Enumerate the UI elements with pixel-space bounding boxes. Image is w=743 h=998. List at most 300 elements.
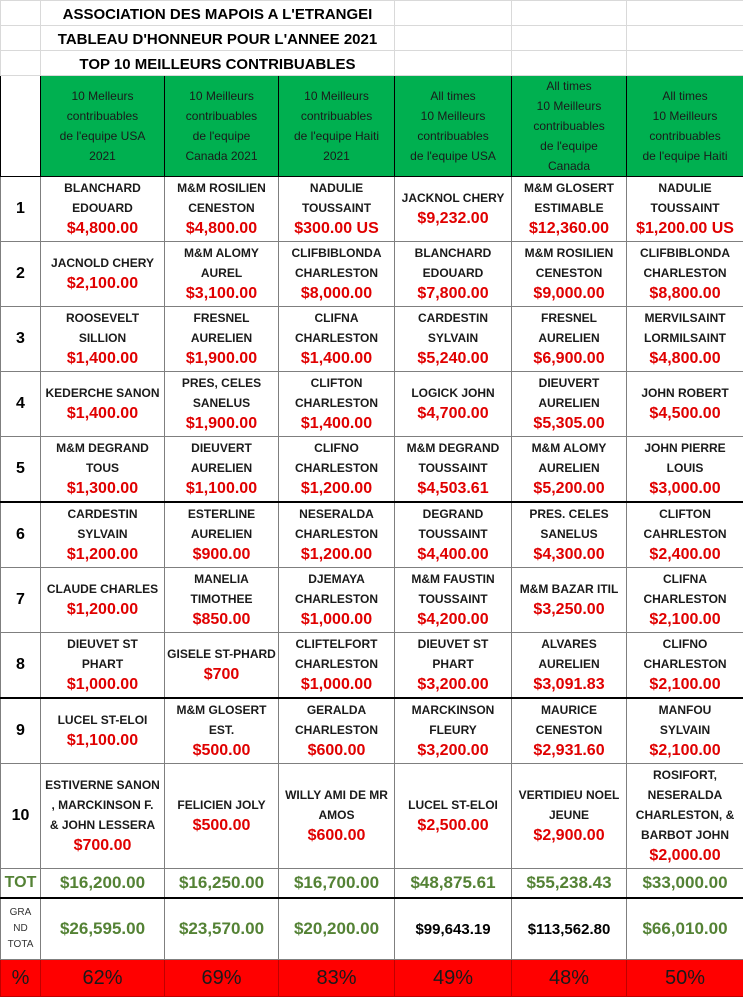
contributor-cell[interactable] xyxy=(41,307,165,372)
rank-number[interactable]: 3 xyxy=(1,307,41,372)
contributor-name: DEGRAND xyxy=(422,507,484,521)
contributor-cell[interactable] xyxy=(395,372,512,437)
contributor-name: PRES, CELES xyxy=(181,376,262,390)
contribution-amount: $3,250.00 xyxy=(533,601,605,618)
grand-total-label-line: ND xyxy=(13,923,28,934)
title-association[interactable]: ASSOCIATION DES MAPOIS A L'ETRANGEI xyxy=(41,1,395,26)
contribution-amount: $1,200.00 US xyxy=(636,220,734,237)
contribution-amount: $500.00 xyxy=(192,742,251,759)
contributor-cell[interactable] xyxy=(512,372,627,437)
blank-cell[interactable] xyxy=(395,1,512,26)
blank-cell[interactable] xyxy=(1,26,41,51)
contributor-cell[interactable] xyxy=(41,698,165,764)
contributor-name: CHARLESTON xyxy=(294,266,379,280)
blank-cell[interactable] xyxy=(1,51,41,76)
table-row xyxy=(1,437,743,503)
contributor-name: CENESTON xyxy=(188,201,255,215)
contribution-amount: $4,800.00 xyxy=(185,220,258,237)
contributor-cell[interactable] xyxy=(165,437,279,503)
title-honor-roll[interactable]: TABLEAU D'HONNEUR POUR L'ANNEE 2021 xyxy=(41,26,395,51)
blank-cell[interactable] xyxy=(1,1,41,26)
contributor-cell[interactable] xyxy=(279,372,395,437)
contributor-name: TIMOTHEE xyxy=(190,592,253,606)
table-row xyxy=(1,502,743,568)
contribution-amount: $4,800.00 xyxy=(66,220,139,237)
contributor-name: CHARLESTON xyxy=(643,657,727,671)
contributor-name: ROSIFORT, xyxy=(653,768,718,782)
contributor-cell[interactable] xyxy=(395,502,512,568)
contribution-amount: $7,800.00 xyxy=(417,285,489,302)
column-header-5[interactable] xyxy=(512,76,627,177)
contributor-cell[interactable] xyxy=(165,372,279,437)
contributor-name: PRES. CELES xyxy=(529,507,609,521)
contribution-amount: $1,400.00 xyxy=(300,350,373,367)
contributor-name: MARCKINSON xyxy=(411,703,495,717)
contributor-name: JOHN ROBERT xyxy=(641,386,729,400)
rank-number[interactable]: 9 xyxy=(1,698,41,764)
contribution-amount: $1,400.00 xyxy=(300,415,373,432)
contribution-amount: $2,931.60 xyxy=(533,742,605,759)
contribution-amount: $1,400.00 xyxy=(66,350,139,367)
rank-number[interactable]: 8 xyxy=(1,633,41,699)
contributor-name: TOUSSAINT xyxy=(418,527,488,541)
column-header-line: de l'equipe Haiti xyxy=(642,149,728,163)
rank-number[interactable]: 4 xyxy=(1,372,41,437)
contributor-cell[interactable] xyxy=(41,177,165,242)
contribution-amount: $1,000.00 xyxy=(300,611,373,628)
grand-total-value[interactable]: $66,010.00 xyxy=(627,898,743,960)
contributor-cell[interactable] xyxy=(627,764,743,869)
contribution-amount: $1,000.00 xyxy=(300,676,373,693)
contribution-amount: $700 xyxy=(203,666,240,683)
table-row xyxy=(1,764,743,869)
contributor-name: DIEUVET ST xyxy=(417,637,489,651)
column-header-line: 10 Meilleurs xyxy=(189,89,254,103)
contributor-cell[interactable] xyxy=(395,307,512,372)
total-value[interactable]: $55,238.43 xyxy=(512,869,627,899)
contribution-amount: $9,232.00 xyxy=(417,210,489,227)
contributor-name: M&M ROSILIEN xyxy=(524,246,614,260)
contributor-name: CHARLESTON xyxy=(294,396,379,410)
rank-number[interactable]: 5 xyxy=(1,437,41,503)
contributor-name: SYLVAIN xyxy=(427,331,479,345)
table-row xyxy=(1,633,743,699)
contributor-name: JACNOLD CHERY xyxy=(51,256,154,270)
contributor-cell[interactable] xyxy=(165,698,279,764)
percentage-value[interactable]: 62% xyxy=(41,960,165,997)
contributor-cell[interactable] xyxy=(41,372,165,437)
contributor-name: DIEUVERT xyxy=(191,441,252,455)
contributor-name: AURELIEN xyxy=(190,461,253,475)
contributor-name: PHART xyxy=(432,657,474,671)
contribution-amount: $4,700.00 xyxy=(417,405,489,422)
contributor-name: CHARLESTON xyxy=(294,331,379,345)
column-header-4[interactable] xyxy=(395,76,512,177)
contributor-cell[interactable] xyxy=(512,502,627,568)
contributor-name: LOGICK JOHN xyxy=(411,386,495,400)
contributor-name: NADULIE xyxy=(658,181,712,195)
contributor-name: LUCEL ST-ELOI xyxy=(57,713,148,727)
contributor-cell[interactable] xyxy=(395,177,512,242)
percentage-row xyxy=(1,960,743,997)
column-header-3[interactable] xyxy=(279,76,395,177)
contribution-amount: $2,100.00 xyxy=(66,275,139,292)
contribution-amount: $4,400.00 xyxy=(417,546,489,563)
total-value[interactable]: $48,875.61 xyxy=(395,869,512,899)
percentage-value[interactable]: 49% xyxy=(395,960,512,997)
contribution-amount: $1,200.00 xyxy=(300,480,373,497)
column-header-line: de l'equipe USA xyxy=(410,149,496,163)
column-header-6[interactable] xyxy=(627,76,743,177)
contributor-cell[interactable] xyxy=(279,242,395,307)
contribution-amount: $2,000.00 xyxy=(649,847,721,864)
contributor-name: CHARLESTON xyxy=(643,266,727,280)
blank-cell[interactable] xyxy=(627,26,743,51)
contributor-cell[interactable] xyxy=(279,698,395,764)
contributor-name: CHARLESTON xyxy=(294,592,379,606)
contributor-name: CLIFTON xyxy=(659,507,711,521)
contributor-name: CLIFNO xyxy=(662,637,708,651)
contributor-name: M&M DEGRAND xyxy=(56,441,149,455)
column-header-line: All times xyxy=(430,89,476,103)
grand-total-value[interactable]: $23,570.00 xyxy=(165,898,279,960)
grand-total-value[interactable]: $20,200.00 xyxy=(279,898,395,960)
contributor-name: SYLVAIN xyxy=(77,527,128,541)
contributor-name: EDOUARD xyxy=(72,201,133,215)
contributor-name: BLANCHARD xyxy=(414,246,492,260)
contributor-cell[interactable] xyxy=(41,437,165,503)
column-header-line: Canada xyxy=(547,159,591,173)
contribution-amount: $700.00 xyxy=(73,837,132,854)
contributor-name: MAURICE xyxy=(541,703,598,717)
contributor-name: AMOS xyxy=(318,808,355,822)
column-header-line: 2021 xyxy=(89,149,116,163)
contributor-cell[interactable] xyxy=(279,502,395,568)
contributor-name: FLEURY xyxy=(429,723,477,737)
column-header-line: 10 Meilleurs xyxy=(304,89,369,103)
contributor-name: JEUNE xyxy=(549,808,590,822)
contributor-name: ESTIVERNE SANON xyxy=(45,778,160,792)
contributor-cell[interactable] xyxy=(395,633,512,699)
contributor-cell[interactable] xyxy=(395,764,512,869)
rank-number[interactable]: 1 xyxy=(1,177,41,242)
contributor-cell[interactable] xyxy=(512,698,627,764)
rank-number[interactable]: 6 xyxy=(1,502,41,568)
contribution-amount: $5,240.00 xyxy=(417,350,489,367)
contribution-amount: $3,200.00 xyxy=(417,676,489,693)
contributor-cell[interactable] xyxy=(279,307,395,372)
contribution-amount: $2,100.00 xyxy=(649,742,721,759)
contribution-amount: $4,300.00 xyxy=(533,546,605,563)
contribution-amount: $2,500.00 xyxy=(417,817,489,834)
contributor-cell[interactable] xyxy=(627,568,743,633)
contribution-amount: $5,305.00 xyxy=(533,415,605,432)
table-row xyxy=(1,372,743,437)
contribution-amount: $3,200.00 xyxy=(417,742,489,759)
total-value[interactable]: $16,250.00 xyxy=(165,869,279,899)
blank-cell[interactable] xyxy=(512,51,627,76)
blank-cell[interactable] xyxy=(512,1,627,26)
rank-number[interactable]: 10 xyxy=(1,764,41,869)
contributor-cell[interactable] xyxy=(165,568,279,633)
column-header-line: All times xyxy=(662,89,708,103)
contribution-amount: $8,000.00 xyxy=(300,285,373,302)
contributor-cell[interactable] xyxy=(512,242,627,307)
contributor-cell[interactable] xyxy=(512,568,627,633)
contributor-name: M&M GLOSERT xyxy=(524,181,615,195)
contributor-cell[interactable] xyxy=(165,502,279,568)
column-header-line: de l'equipe xyxy=(192,129,251,143)
contributor-cell[interactable] xyxy=(279,437,395,503)
contributor-cell[interactable] xyxy=(512,633,627,699)
contributor-name: M&M FAUSTIN xyxy=(411,572,495,586)
contributor-name: SANELUS xyxy=(192,396,251,410)
contribution-amount: $1,100.00 xyxy=(66,732,139,749)
column-header-line: contribuables xyxy=(185,109,258,123)
contribution-amount: $2,100.00 xyxy=(649,676,721,693)
grand-total-value[interactable]: $26,595.00 xyxy=(41,898,165,960)
contributor-name: CARDESTIN xyxy=(67,507,138,521)
percentage-label[interactable]: % xyxy=(1,960,41,997)
total-value[interactable]: $16,200.00 xyxy=(41,869,165,899)
contributor-name: CHARLESTON, & xyxy=(635,808,735,822)
contributor-name: TOUS xyxy=(85,461,120,475)
contribution-amount: $600.00 xyxy=(307,827,366,844)
contribution-amount: $300.00 US xyxy=(294,220,379,237)
contributor-cell[interactable] xyxy=(165,307,279,372)
column-header-line: 10 Meilleurs xyxy=(652,109,718,123)
contributor-cell[interactable] xyxy=(41,568,165,633)
column-header-line: contribuables xyxy=(300,109,373,123)
contribution-amount: $4,503.61 xyxy=(417,480,489,497)
contributor-cell[interactable] xyxy=(165,177,279,242)
table-row xyxy=(1,177,743,242)
contributor-cell[interactable] xyxy=(165,242,279,307)
contribution-amount: $4,800.00 xyxy=(649,350,721,367)
contribution-amount: $4,500.00 xyxy=(649,405,721,422)
contributor-name: SANELUS xyxy=(540,527,598,541)
grand-total-label-line: GRA xyxy=(9,907,32,918)
contributor-cell[interactable] xyxy=(395,242,512,307)
contributor-cell[interactable] xyxy=(627,437,743,503)
contribution-amount: $3,100.00 xyxy=(185,285,258,302)
contributor-name: TOUSSAINT xyxy=(418,461,488,475)
contribution-amount: $3,091.83 xyxy=(533,676,605,693)
contributor-name: M&M DEGRAND xyxy=(406,441,500,455)
contributor-name: DJEMAYA xyxy=(308,572,365,586)
contributor-cell[interactable] xyxy=(512,437,627,503)
contributor-name: FELICIEN JOLY xyxy=(177,798,266,812)
contributor-name: M&M GLOSERT xyxy=(176,703,267,717)
contributor-name: CARDESTIN xyxy=(418,311,489,325)
contributor-cell[interactable] xyxy=(279,764,395,869)
total-value[interactable]: $16,700.00 xyxy=(279,869,395,899)
contributor-cell[interactable] xyxy=(512,307,627,372)
contributor-name: M&M ALOMY xyxy=(184,246,259,260)
header-corner-cell[interactable] xyxy=(1,76,41,177)
contributor-cell[interactable] xyxy=(627,242,743,307)
contributor-name: NESERALDA xyxy=(299,507,374,521)
contribution-amount: $3,000.00 xyxy=(649,480,721,497)
contributor-name: AURELIEN xyxy=(538,461,600,475)
contributor-name: JOHN PIERRE xyxy=(644,441,726,455)
contributor-name: ESTIMABLE xyxy=(534,201,604,215)
contributor-name: GERALDA xyxy=(306,703,367,717)
contributor-cell[interactable] xyxy=(627,307,743,372)
contributor-name: BLANCHARD xyxy=(64,181,141,195)
contributor-name: CHARLESTON xyxy=(294,527,379,541)
contribution-amount: $1,900.00 xyxy=(185,350,258,367)
column-header-line: contribuables xyxy=(417,129,489,143)
column-header-line: de l'equipe Haiti xyxy=(294,129,380,143)
contribution-amount: $2,400.00 xyxy=(649,546,721,563)
contribution-amount: $1,200.00 xyxy=(66,546,139,563)
contributor-name: ROOSEVELT xyxy=(65,311,140,325)
title-top10[interactable]: TOP 10 MEILLEURS CONTRIBUABLES xyxy=(41,51,395,76)
contribution-amount: $850.00 xyxy=(192,611,251,628)
contributor-cell[interactable] xyxy=(627,698,743,764)
contributor-cell[interactable] xyxy=(627,372,743,437)
contributor-cell[interactable] xyxy=(395,698,512,764)
percentage-value[interactable]: 69% xyxy=(165,960,279,997)
contribution-amount: $1,300.00 xyxy=(66,480,139,497)
blank-cell[interactable] xyxy=(627,51,743,76)
table-row xyxy=(1,242,743,307)
contributor-cell[interactable] xyxy=(165,633,279,699)
contributor-name: CLIFNO xyxy=(314,441,359,455)
contributor-name: CHARLESTON xyxy=(294,723,379,737)
contributor-name: NESERALDA xyxy=(647,788,723,802)
contributor-name: FRESNEL xyxy=(193,311,250,325)
contributor-cell[interactable] xyxy=(279,177,395,242)
contributor-cell[interactable] xyxy=(41,502,165,568)
totals-label[interactable]: TOT xyxy=(1,869,41,899)
rank-number[interactable]: 2 xyxy=(1,242,41,307)
total-value[interactable]: $33,000.00 xyxy=(627,869,743,899)
contributor-name: CHARLESTON xyxy=(294,461,379,475)
contributor-cell[interactable] xyxy=(395,568,512,633)
column-header-2[interactable] xyxy=(165,76,279,177)
contributor-name: CLIFTON xyxy=(310,376,363,390)
contributor-name: AUREL xyxy=(200,266,243,280)
contribution-amount: $1,000.00 xyxy=(66,676,139,693)
contributor-name: AURELIEN xyxy=(538,396,600,410)
contributor-name: ESTERLINE xyxy=(187,507,256,521)
contributor-name: CLIFNA xyxy=(314,311,359,325)
column-header-line: de l'equipe USA xyxy=(59,129,146,143)
column-header-line: contribuables xyxy=(66,109,139,123)
contributor-name: CLIFBIBLONDA xyxy=(291,246,382,260)
contribution-amount: $2,100.00 xyxy=(649,611,721,628)
table-row xyxy=(1,568,743,633)
contributor-cell[interactable] xyxy=(627,502,743,568)
contributor-name: , MARCKINSON F. xyxy=(51,798,154,812)
contributor-name: CHARLESTON xyxy=(294,657,379,671)
contribution-amount: $12,360.00 xyxy=(528,220,610,237)
contribution-amount: $2,900.00 xyxy=(533,827,605,844)
column-header-1[interactable] xyxy=(41,76,165,177)
contributor-name: GISELE ST-PHARD xyxy=(167,647,276,661)
contributor-name: ALVARES xyxy=(541,637,597,651)
contribution-amount: $5,200.00 xyxy=(533,480,605,497)
contributor-cell[interactable] xyxy=(165,764,279,869)
percentage-value[interactable]: 50% xyxy=(627,960,743,997)
column-header-line: All times xyxy=(546,79,592,93)
contributor-cell[interactable] xyxy=(395,437,512,503)
contributor-name: TOUSSAINT xyxy=(301,201,372,215)
contributor-cell[interactable] xyxy=(41,764,165,869)
contributor-name: FRESNEL xyxy=(541,311,598,325)
contributor-name: MERVILSAINT xyxy=(644,311,726,325)
totals-row xyxy=(1,869,743,899)
contribution-amount: $1,200.00 xyxy=(66,601,139,618)
contribution-amount: $500.00 xyxy=(192,817,251,834)
blank-cell[interactable] xyxy=(395,51,512,76)
contributor-name: SYLVAIN xyxy=(659,723,711,737)
rank-number[interactable]: 7 xyxy=(1,568,41,633)
table-row xyxy=(1,698,743,764)
contributor-name: TOUSSAINT xyxy=(650,201,720,215)
percentage-value[interactable]: 83% xyxy=(279,960,395,997)
contributor-name: AURELIEN xyxy=(538,657,600,671)
contribution-amount: $1,100.00 xyxy=(185,480,258,497)
contribution-amount: $4,200.00 xyxy=(417,611,489,628)
contributor-name: LORMILSAINT xyxy=(644,331,727,345)
column-header-line: 2021 xyxy=(323,149,350,163)
blank-cell[interactable] xyxy=(512,26,627,51)
contributor-name: LUCEL ST-ELOI xyxy=(408,798,498,812)
grand-total-value[interactable]: $99,643.19 xyxy=(395,898,512,960)
contributor-name: BARBOT JOHN xyxy=(641,828,730,842)
contributor-cell[interactable] xyxy=(512,177,627,242)
table-row xyxy=(1,307,743,372)
contributor-name: AURELIEN xyxy=(538,331,600,345)
grand-total-label[interactable] xyxy=(1,898,41,960)
contributor-name: M&M ALOMY xyxy=(531,441,607,455)
contributor-name: CHARLESTON xyxy=(643,592,727,606)
contribution-amount: $1,900.00 xyxy=(185,415,258,432)
contributor-name: VERTIDIEU NOEL xyxy=(518,788,620,802)
contribution-amount: $600.00 xyxy=(307,742,366,759)
column-header-line: 10 Meilleurs xyxy=(536,99,602,113)
contributor-cell[interactable] xyxy=(279,568,395,633)
contributor-cell[interactable] xyxy=(627,177,743,242)
blank-cell[interactable] xyxy=(627,1,743,26)
contributor-name: AURELIEN xyxy=(190,527,253,541)
contributor-name: M&M ROSILIEN xyxy=(177,181,266,195)
contributor-cell[interactable] xyxy=(41,633,165,699)
contributor-cell[interactable] xyxy=(41,242,165,307)
column-header-line: contribuables xyxy=(533,119,605,133)
percentage-value[interactable]: 48% xyxy=(512,960,627,997)
contributor-name: AURELIEN xyxy=(190,331,253,345)
contributor-name: EST. xyxy=(208,723,235,737)
contributor-name: CLAUDE CHARLES xyxy=(46,582,159,596)
contributor-name: M&M BAZAR ITIL xyxy=(519,582,619,596)
contributor-name: CAHRLESTON xyxy=(643,527,727,541)
contributor-cell[interactable] xyxy=(279,633,395,699)
contributor-name: CENESTON xyxy=(535,266,603,280)
contributor-name: CLIFTELFORT xyxy=(295,637,378,651)
contributor-name: LOUIS xyxy=(666,461,704,475)
contributor-cell[interactable] xyxy=(627,633,743,699)
grand-total-value[interactable]: $113,562.80 xyxy=(512,898,627,960)
contributor-name: EDOUARD xyxy=(422,266,484,280)
grand-total-label-line: TOTA xyxy=(7,939,34,950)
column-header-line: 10 Melleurs xyxy=(71,89,134,103)
blank-cell[interactable] xyxy=(395,26,512,51)
contributor-cell[interactable] xyxy=(512,764,627,869)
